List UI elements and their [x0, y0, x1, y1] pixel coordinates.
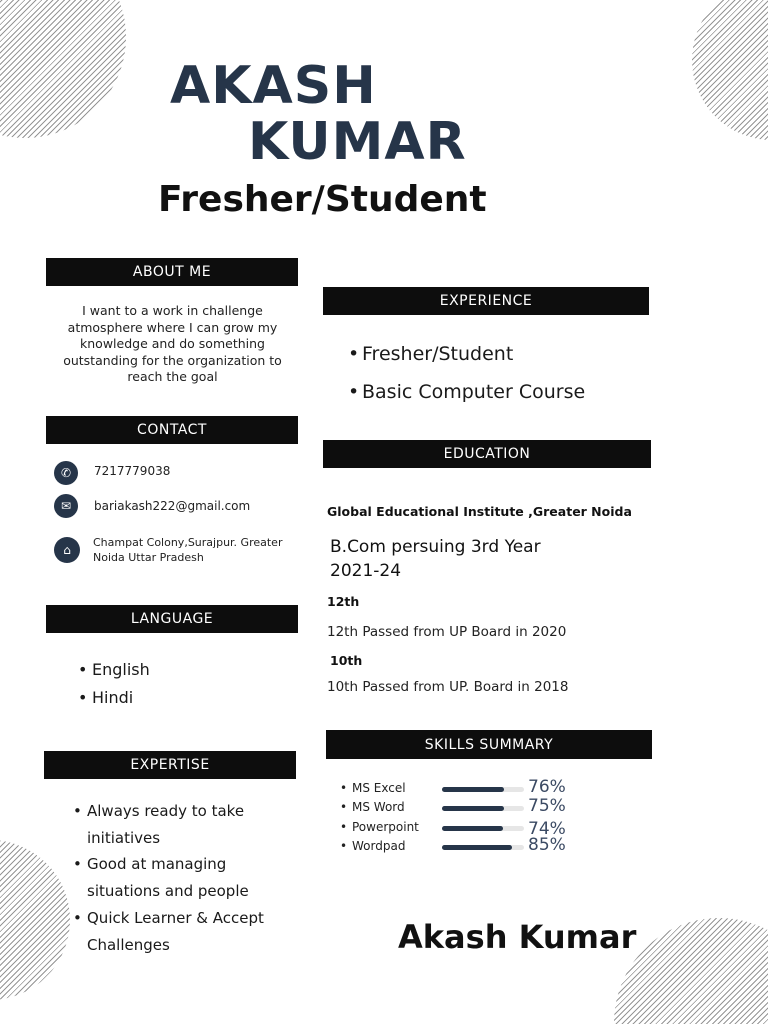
contact-address	[93, 535, 282, 565]
role-title: Fresher/Student	[158, 179, 487, 220]
email-icon: ✉	[54, 494, 78, 518]
decorative-circle-top-right	[692, 0, 768, 140]
expertise-heading: EXPERTISE	[44, 751, 296, 779]
education-degree: B.Com persuing 3rd Year	[330, 537, 541, 557]
skill-percent: 76%	[528, 777, 566, 797]
skill-row	[340, 796, 600, 819]
education-10th-heading: 10th	[330, 653, 363, 668]
contact-email: bariakash222@gmail.com	[94, 499, 251, 513]
language-list	[78, 656, 150, 712]
experience-item: • Basic Computer Course	[348, 373, 585, 411]
decorative-circle-top-left	[0, 0, 126, 138]
about-me-text: I want to a work in challenge atmosphere where I can grow my knowledge and do something outstanding for the organization to reach the goal	[63, 303, 282, 384]
contact-heading: CONTACT	[46, 416, 298, 444]
skill-bar-fill	[442, 826, 503, 831]
education-10th-text: 10th Passed from UP. Board in 2018	[327, 679, 569, 695]
skills-summary-heading: SKILLS SUMMARY	[326, 730, 652, 759]
skill-bar-track	[442, 787, 524, 792]
skill-row	[340, 835, 600, 858]
skill-percent: 85%	[528, 835, 566, 855]
skill-bar-fill	[442, 806, 504, 811]
phone-icon: ✆	[54, 461, 78, 485]
skill-bar-fill	[442, 787, 504, 792]
education-12th-heading: 12th	[327, 594, 360, 609]
skill-bar-track	[442, 806, 524, 811]
expertise-item	[73, 851, 303, 904]
skill-name: • Powerpoint	[340, 820, 419, 834]
expertise-line: initiatives	[87, 828, 161, 847]
skill-name: • MS Excel	[340, 781, 406, 795]
expertise-line: Quick Learner & Accept	[87, 908, 264, 927]
skill-percent: 74%	[528, 819, 566, 839]
first-name: AKASH	[170, 56, 377, 116]
expertise-line: Good at managing	[87, 855, 227, 874]
experience-item: • Fresher/Student	[348, 335, 585, 373]
decorative-circle-bottom-left	[0, 840, 70, 1000]
expertise-item	[73, 798, 303, 851]
education-institute: Global Educational Institute ,Greater Noida	[327, 504, 632, 519]
education-heading: EDUCATION	[323, 440, 651, 468]
about-me-heading: ABOUT ME	[46, 258, 298, 286]
experience-heading: EXPERIENCE	[323, 287, 649, 315]
experience-list	[348, 335, 585, 411]
skill-name: • MS Word	[340, 800, 405, 814]
last-name: KUMAR	[248, 112, 467, 172]
expertise-line: Challenges	[87, 935, 170, 954]
contact-address-line2: Noida Uttar Pradesh	[93, 551, 204, 564]
contact-address-line1: Champat Colony,Surajpur. Greater	[93, 536, 283, 549]
language-heading: LANGUAGE	[46, 605, 298, 633]
skill-name: • Wordpad	[340, 839, 405, 853]
home-icon: ⌂	[54, 537, 80, 563]
expertise-line: Always ready to take	[87, 802, 245, 820]
education-12th-text: 12th Passed from UP Board in 2020	[327, 624, 567, 640]
skill-bar-track	[442, 845, 524, 850]
skill-bar-track	[442, 826, 524, 831]
expertise-line: situations and people	[87, 882, 249, 901]
language-item: • English	[78, 656, 150, 684]
contact-phone: 7217779038	[94, 464, 171, 478]
signature-name: Akash Kumar	[398, 918, 637, 956]
expertise-list	[73, 798, 303, 958]
skill-percent: 75%	[528, 796, 566, 816]
expertise-item	[73, 905, 303, 958]
language-item: • Hindi	[78, 684, 150, 712]
skill-bar-fill	[442, 845, 512, 850]
decorative-circle-bottom-right	[614, 918, 768, 1024]
education-years: 2021-24	[330, 561, 402, 581]
